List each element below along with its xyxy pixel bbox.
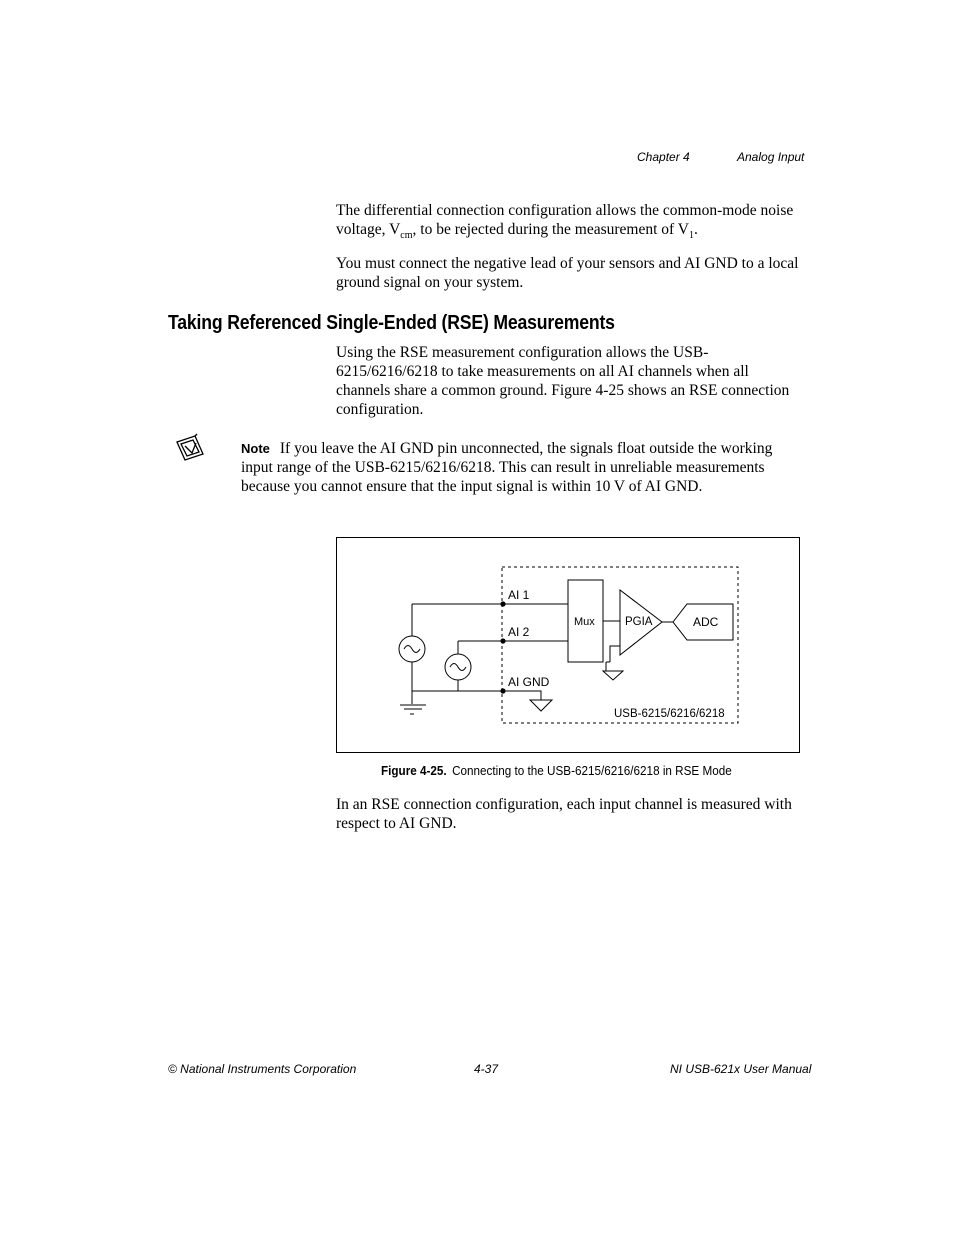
label-adc: ADC [693,615,719,629]
note-text: If you leave the AI GND pin unconnected, the signals float outside the working input range of the USB-6215/6216/6218. This can result in unreliable measurements because you cannot ensure that the input signal is within 10 V of AI GND. [241,440,773,495]
footer-page-number: 4-37 [474,1062,499,1076]
footer-manual-title: NI USB-621x User Manual [670,1062,812,1076]
aignd-terminal [500,688,505,693]
pgia-ground-icon [603,671,623,680]
aignd-ground-icon [530,700,552,711]
section-heading: Taking Referenced Single-Ended (RSE) Measurements [168,311,615,334]
label-ai1: AI 1 [508,588,530,602]
label-device: USB-6215/6216/6218 [614,708,725,720]
paragraph-ground: You must connect the negative lead of your sensors and AI GND to a local ground signal on your system. [336,255,799,291]
label-aignd: AI GND [508,675,550,689]
ai1-terminal [500,601,505,606]
figure-rse-diagram [336,537,800,753]
note-block [241,439,801,496]
note-label: Note [241,441,270,456]
rse-schematic [337,538,799,752]
label-ai2: AI 2 [508,625,530,639]
label-mux: Mux [574,616,595,628]
paragraph-rse: Using the RSE measurement configuration allows the USB-6215/6216/6218 to take measurements on all AI channels when all channels share a common ground. Figure 4-25 shows an RSE connection configuration. [336,344,790,418]
note-icon [173,430,207,464]
header-section: Analog Input [737,150,805,164]
figure-caption-text: Connecting to the USB-6215/6216/6218 in RSE Mode [452,763,732,778]
paragraph-differential: The differential connection configuration allows the common-mode noise voltage, $V_{cm}$, to be rejected during the measurement of $V_1$. [336,202,794,242]
footer-copyright: © National Instruments Corporation [168,1062,357,1076]
figure-number: Figure 4-25. [381,763,447,778]
paragraph-rse-summary: In an RSE connection configuration, each input channel is measured with respect to AI GND. [336,796,792,832]
label-pgia: PGIA [625,616,653,628]
ai2-terminal [500,638,505,643]
header-chapter: Chapter 4 [637,150,690,164]
figure-caption [381,763,732,778]
